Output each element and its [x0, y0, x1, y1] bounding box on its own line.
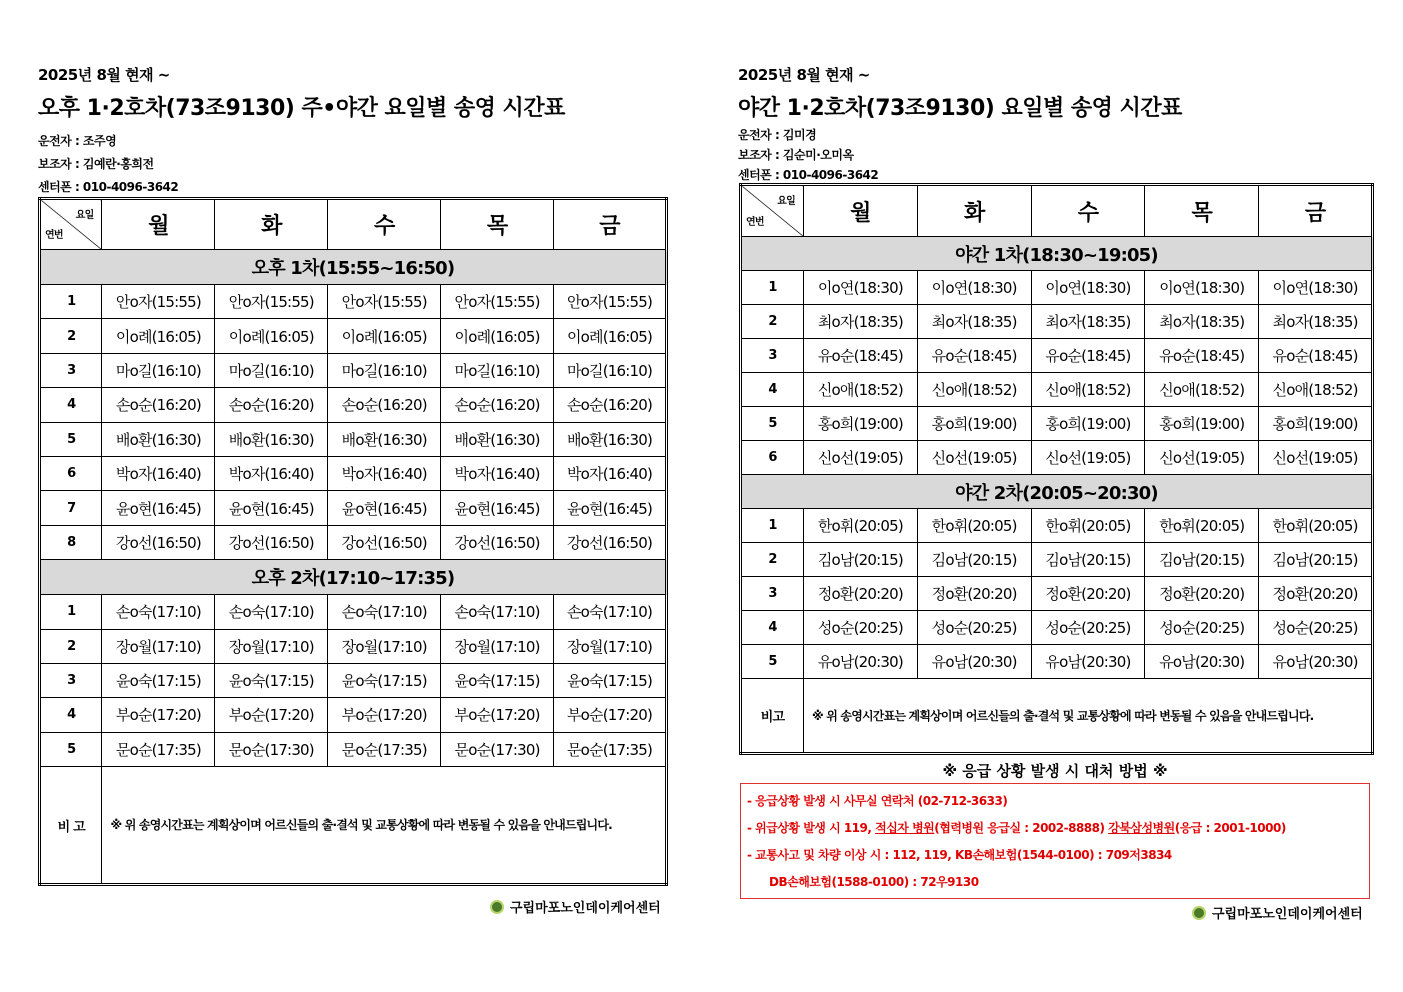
- day-header: 월: [102, 199, 215, 250]
- passenger-cell: 이o연(18:30): [803, 271, 917, 305]
- passenger-cell: 유o남(20:30): [1031, 645, 1145, 679]
- table-row: [40, 732, 667, 766]
- right-assistant: 보조자 : 김순미·오미옥: [738, 148, 854, 162]
- passenger-cell: 장o월(17:10): [328, 629, 441, 663]
- note-text: ※ 위 송영시간표는 계획상이며 어르신들의 출·결석 및 교통상황에 따라 변동될 수 있음을 안내드립니다.: [102, 767, 667, 885]
- day-header: 목: [441, 199, 554, 250]
- passenger-cell: 문o순(17:35): [554, 732, 667, 766]
- table-row: [40, 353, 667, 387]
- passenger-cell: 신o애(18:52): [917, 373, 1031, 407]
- note-text: ※ 위 송영시간표는 계획상이며 어르신들의 출·결석 및 교통상황에 따라 변동될 수 있음을 안내드립니다.: [803, 679, 1372, 754]
- passenger-cell: 장o월(17:10): [102, 629, 215, 663]
- passenger-cell: 윤o숙(17:15): [215, 663, 328, 697]
- emergency-line-office: - 응급상황 발생 시 사무실 연락처 (02-712-3633): [747, 794, 1008, 808]
- row-number: 4: [40, 698, 102, 732]
- passenger-cell: 손o숙(17:10): [441, 595, 554, 629]
- passenger-cell: 최o자(18:35): [803, 305, 917, 339]
- passenger-cell: 한o휘(20:05): [917, 509, 1031, 543]
- passenger-cell: 장o월(17:10): [215, 629, 328, 663]
- note-row: [40, 767, 667, 885]
- passenger-cell: 유o순(18:45): [1145, 339, 1259, 373]
- row-number: 2: [40, 319, 102, 353]
- passenger-cell: 성o순(20:25): [917, 611, 1031, 645]
- passenger-cell: 문o순(17:35): [102, 732, 215, 766]
- table-row: [40, 698, 667, 732]
- passenger-cell: 성o순(20:25): [1145, 611, 1259, 645]
- emergency-line-accident: - 교통사고 및 차량 이상 시 : 112, 119, KB손해보험(1544-0100) : 709저3834: [747, 848, 1172, 862]
- table-row: [741, 577, 1373, 611]
- passenger-cell: 성o순(20:25): [803, 611, 917, 645]
- row-number: 5: [741, 407, 804, 441]
- section-label: 오후 1차(15:55~16:50): [40, 250, 667, 285]
- passenger-cell: 김o남(20:15): [803, 543, 917, 577]
- passenger-cell: 배o환(16:30): [328, 422, 441, 456]
- passenger-cell: 장o월(17:10): [554, 629, 667, 663]
- hospital-phone: (협력병원 응급실 : 2002-8888): [934, 821, 1109, 835]
- section-label: 오후 2차(17:10~17:35): [40, 560, 667, 595]
- corner-cell: [40, 199, 102, 250]
- day-header: 수: [1031, 185, 1145, 237]
- passenger-cell: 홍o희(19:00): [803, 407, 917, 441]
- passenger-cell: 이o례(16:05): [215, 319, 328, 353]
- passenger-cell: 손o순(16:20): [328, 388, 441, 422]
- table-row: [40, 285, 667, 319]
- right-subtitle: 2025년 8월 현재 ~: [738, 66, 870, 84]
- passenger-cell: 이o례(16:05): [102, 319, 215, 353]
- table-row: [40, 629, 667, 663]
- table-row: [741, 645, 1373, 679]
- left-driver: 운전자 : 조주영: [38, 134, 117, 148]
- row-number: 5: [741, 645, 804, 679]
- passenger-cell: 신o선(19:05): [1259, 441, 1373, 475]
- passenger-cell: 윤o숙(17:15): [441, 663, 554, 697]
- row-number: 2: [741, 543, 804, 577]
- passenger-cell: 윤o현(16:45): [441, 491, 554, 525]
- left-schedule-table: [38, 197, 668, 886]
- passenger-cell: 신o애(18:52): [1145, 373, 1259, 407]
- left-subtitle: 2025년 8월 현재 ~: [38, 66, 170, 84]
- passenger-cell: 김o남(20:15): [1031, 543, 1145, 577]
- note-label: 비고: [741, 679, 804, 754]
- table-row: [741, 339, 1373, 373]
- passenger-cell: 손o순(16:20): [554, 388, 667, 422]
- table-row: [741, 543, 1373, 577]
- passenger-cell: 이o연(18:30): [1145, 271, 1259, 305]
- passenger-cell: 손o순(16:20): [102, 388, 215, 422]
- center-name: 구립마포노인데이케어센터: [1212, 907, 1363, 922]
- left-header: [38, 64, 565, 195]
- passenger-cell: 윤o숙(17:15): [102, 663, 215, 697]
- right-title: 야간 1·2호차(73조9130) 요일별 송영 시간표: [738, 96, 1182, 121]
- row-number: 1: [741, 271, 804, 305]
- passenger-cell: 김o남(20:15): [917, 543, 1031, 577]
- right-phone: 센터폰 : 010-4096-3642: [738, 168, 879, 182]
- section-label: 야간 1차(18:30~19:05): [741, 237, 1373, 271]
- passenger-cell: 안o자(15:55): [554, 285, 667, 319]
- passenger-cell: 이o연(18:30): [917, 271, 1031, 305]
- passenger-cell: 박o자(16:40): [102, 456, 215, 490]
- passenger-cell: 강o선(16:50): [102, 525, 215, 559]
- passenger-cell: 문o순(17:30): [215, 732, 328, 766]
- header-row: [741, 185, 1373, 237]
- passenger-cell: 강o선(16:50): [554, 525, 667, 559]
- passenger-cell: 손o숙(17:10): [554, 595, 667, 629]
- passenger-cell: 윤o숙(17:15): [554, 663, 667, 697]
- section-label: 야간 2차(20:05~20:30): [741, 475, 1373, 509]
- passenger-cell: 정o환(20:20): [1031, 577, 1145, 611]
- passenger-cell: 윤o현(16:45): [102, 491, 215, 525]
- row-number: 1: [40, 285, 102, 319]
- day-header: 금: [1259, 185, 1373, 237]
- passenger-cell: 부o순(17:20): [554, 698, 667, 732]
- section-row: [40, 560, 667, 595]
- passenger-cell: 신o선(19:05): [1145, 441, 1259, 475]
- passenger-cell: 이o례(16:05): [328, 319, 441, 353]
- table-row: [741, 441, 1373, 475]
- passenger-cell: 성o순(20:25): [1031, 611, 1145, 645]
- right-header: [738, 64, 1182, 183]
- emergency-line-hospital: [747, 815, 1363, 842]
- passenger-cell: 배o환(16:30): [441, 422, 554, 456]
- row-number: 4: [741, 373, 804, 407]
- row-number: 5: [40, 422, 102, 456]
- passenger-cell: 홍o희(19:00): [1145, 407, 1259, 441]
- passenger-cell: 한o휘(20:05): [1259, 509, 1373, 543]
- passenger-cell: 유o순(18:45): [803, 339, 917, 373]
- passenger-cell: 최o자(18:35): [1031, 305, 1145, 339]
- row-number: 5: [40, 732, 102, 766]
- table-row: [741, 509, 1373, 543]
- passenger-cell: 손o순(16:20): [215, 388, 328, 422]
- passenger-cell: 이o례(16:05): [441, 319, 554, 353]
- passenger-cell: 마o길(16:10): [554, 353, 667, 387]
- row-number: 4: [741, 611, 804, 645]
- table-row: [40, 491, 667, 525]
- note-row: [741, 679, 1373, 754]
- table-row: [40, 319, 667, 353]
- table-row: [40, 422, 667, 456]
- passenger-cell: 부o순(17:20): [441, 698, 554, 732]
- passenger-cell: 한o휘(20:05): [803, 509, 917, 543]
- passenger-cell: 정o환(20:20): [1145, 577, 1259, 611]
- passenger-cell: 배o환(16:30): [215, 422, 328, 456]
- passenger-cell: 마o길(16:10): [102, 353, 215, 387]
- row-number: 1: [741, 509, 804, 543]
- table-row: [741, 305, 1373, 339]
- passenger-cell: 안o자(15:55): [441, 285, 554, 319]
- section-row: [741, 475, 1373, 509]
- table-row: [40, 525, 667, 559]
- passenger-cell: 강o선(16:50): [441, 525, 554, 559]
- passenger-cell: 장o월(17:10): [441, 629, 554, 663]
- passenger-cell: 박o자(16:40): [215, 456, 328, 490]
- passenger-cell: 신o선(19:05): [803, 441, 917, 475]
- passenger-cell: 이o연(18:30): [1031, 271, 1145, 305]
- right-footer-logo: [1192, 903, 1363, 922]
- table-row: [40, 456, 667, 490]
- passenger-cell: 유o남(20:30): [917, 645, 1031, 679]
- passenger-cell: 강o선(16:50): [215, 525, 328, 559]
- passenger-cell: 유o순(18:45): [917, 339, 1031, 373]
- passenger-cell: 정o환(20:20): [917, 577, 1031, 611]
- passenger-cell: 부o순(17:20): [328, 698, 441, 732]
- table-row: [40, 388, 667, 422]
- center-name: 구립마포노인데이케어센터: [510, 901, 661, 916]
- kangbuk-samsung-hospital: 강북삼성병원: [1108, 821, 1175, 835]
- passenger-cell: 부o순(17:20): [102, 698, 215, 732]
- passenger-cell: 정o환(20:20): [1259, 577, 1373, 611]
- passenger-cell: 박o자(16:40): [441, 456, 554, 490]
- passenger-cell: 부o순(17:20): [215, 698, 328, 732]
- center-logo-icon: [490, 900, 504, 914]
- passenger-cell: 윤o현(16:45): [215, 491, 328, 525]
- passenger-cell: 윤o현(16:45): [328, 491, 441, 525]
- row-number: 3: [741, 339, 804, 373]
- passenger-cell: 한o휘(20:05): [1031, 509, 1145, 543]
- passenger-cell: 신o선(19:05): [1031, 441, 1145, 475]
- corner-day-label: 요일: [777, 196, 795, 207]
- passenger-cell: 이o연(18:30): [1259, 271, 1373, 305]
- row-number: 4: [40, 388, 102, 422]
- passenger-cell: 유o남(20:30): [1145, 645, 1259, 679]
- passenger-cell: 유o순(18:45): [1031, 339, 1145, 373]
- passenger-cell: 문o순(17:30): [441, 732, 554, 766]
- passenger-cell: 정o환(20:20): [803, 577, 917, 611]
- passenger-cell: 안o자(15:55): [102, 285, 215, 319]
- row-number: 6: [40, 456, 102, 490]
- passenger-cell: 홍o희(19:00): [1031, 407, 1145, 441]
- passenger-cell: 강o선(16:50): [328, 525, 441, 559]
- passenger-cell: 신o애(18:52): [803, 373, 917, 407]
- row-number: 2: [40, 629, 102, 663]
- passenger-cell: 손o숙(17:10): [102, 595, 215, 629]
- emergency-line-db: DB손해보험(1588-0100) : 72우9130: [769, 875, 979, 889]
- row-number: 3: [40, 353, 102, 387]
- passenger-cell: 최o자(18:35): [1259, 305, 1373, 339]
- passenger-cell: 신o애(18:52): [1259, 373, 1373, 407]
- passenger-cell: 김o남(20:15): [1259, 543, 1373, 577]
- day-header: 목: [1145, 185, 1259, 237]
- note-label: 비 고: [40, 767, 102, 885]
- passenger-cell: 한o휘(20:05): [1145, 509, 1259, 543]
- section-row: [741, 237, 1373, 271]
- passenger-cell: 윤o현(16:45): [554, 491, 667, 525]
- passenger-cell: 유o남(20:30): [1259, 645, 1373, 679]
- table-row: [40, 595, 667, 629]
- passenger-cell: 유o남(20:30): [803, 645, 917, 679]
- left-phone: 센터폰 : 010-4096-3642: [38, 180, 179, 194]
- left-title: 오후 1·2호차(73조9130) 주•야간 요일별 송영 시간표: [38, 96, 565, 121]
- passenger-cell: 안o자(15:55): [215, 285, 328, 319]
- section-row: [40, 250, 667, 285]
- passenger-cell: 유o순(18:45): [1259, 339, 1373, 373]
- day-header: 화: [215, 199, 328, 250]
- passenger-cell: 홍o희(19:00): [917, 407, 1031, 441]
- table-row: [741, 271, 1373, 305]
- passenger-cell: 박o자(16:40): [328, 456, 441, 490]
- passenger-cell: 안o자(15:55): [328, 285, 441, 319]
- corner-cell: [741, 185, 804, 237]
- left-assistant: 보조자 : 김예란·홍희전: [38, 157, 154, 171]
- hospital-text: - 위급상황 발생 시 119,: [747, 821, 876, 835]
- day-header: 화: [917, 185, 1031, 237]
- table-row: [741, 407, 1373, 441]
- row-number: 3: [40, 663, 102, 697]
- passenger-cell: 배o환(16:30): [102, 422, 215, 456]
- passenger-cell: 이o례(16:05): [554, 319, 667, 353]
- passenger-cell: 신o애(18:52): [1031, 373, 1145, 407]
- passenger-cell: 손o숙(17:10): [328, 595, 441, 629]
- passenger-cell: 신o선(19:05): [917, 441, 1031, 475]
- passenger-cell: 손o숙(17:10): [215, 595, 328, 629]
- redcross-hospital: 적십자 병원: [875, 821, 935, 835]
- corner-day-label: 요일: [75, 210, 94, 221]
- passenger-cell: 최o자(18:35): [1145, 305, 1259, 339]
- emergency-box: [740, 783, 1370, 899]
- passenger-cell: 배o환(16:30): [554, 422, 667, 456]
- table-row: [741, 373, 1373, 407]
- table-row: [741, 611, 1373, 645]
- passenger-cell: 최o자(18:35): [917, 305, 1031, 339]
- day-header: 수: [328, 199, 441, 250]
- corner-number-label: 연번: [746, 217, 764, 228]
- row-number: 3: [741, 577, 804, 611]
- left-footer-logo: [490, 897, 661, 916]
- passenger-cell: 마o길(16:10): [328, 353, 441, 387]
- row-number: 7: [40, 491, 102, 525]
- row-number: 1: [40, 595, 102, 629]
- day-header: 월: [803, 185, 917, 237]
- passenger-cell: 문o순(17:35): [328, 732, 441, 766]
- corner-number-label: 연번: [45, 230, 63, 241]
- kangbuk-phone: (응급 : 2001-1000): [1174, 821, 1286, 835]
- passenger-cell: 박o자(16:40): [554, 456, 667, 490]
- passenger-cell: 홍o희(19:00): [1259, 407, 1373, 441]
- table-row: [40, 663, 667, 697]
- right-schedule-table: [739, 183, 1374, 755]
- row-number: 2: [741, 305, 804, 339]
- right-driver: 운전자 : 김미경: [738, 128, 817, 142]
- passenger-cell: 윤o숙(17:15): [328, 663, 441, 697]
- center-logo-icon: [1192, 906, 1206, 920]
- day-header: 금: [554, 199, 667, 250]
- passenger-cell: 성o순(20:25): [1259, 611, 1373, 645]
- passenger-cell: 마o길(16:10): [215, 353, 328, 387]
- emergency-heading: ※ 응급 상황 발생 시 대처 방법 ※: [942, 762, 1168, 780]
- row-number: 6: [741, 441, 804, 475]
- passenger-cell: 마o길(16:10): [441, 353, 554, 387]
- passenger-cell: 손o순(16:20): [441, 388, 554, 422]
- passenger-cell: 김o남(20:15): [1145, 543, 1259, 577]
- row-number: 8: [40, 525, 102, 559]
- header-row: [40, 199, 667, 250]
